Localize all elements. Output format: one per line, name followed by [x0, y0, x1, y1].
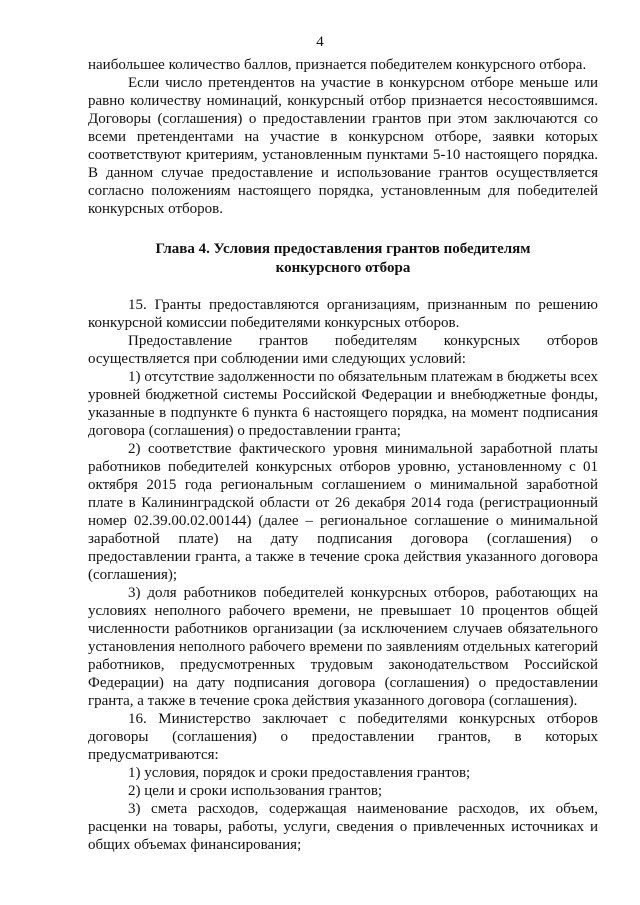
paragraph-15: 15. Гранты предоставляются организациям, признанным по решению конкурсной комиссии победителями конкурсных отборов.	[88, 297, 598, 331]
condition-item-3: 3) доля работников победителей конкурсных отборов, работающих на условиях неполного рабочего времени, не превышает 10 процентов общей численности работников организации (за исключением случаев обязательного установления неполного рабочего времени по заявлениям отдельных категорий работников, предусмотренных трудовым законодательством Российской Федерации) на дату подписания договора (соглашения) о предоставлении гранта, а также в течение срока действия указанного договора (соглашения).	[88, 585, 598, 709]
agreement-item-3: 3) смета расходов, содержащая наименование расходов, их объем, расценки на товары, работы, услуги, сведения о привлеченных источниках и общих объемах финансирования;	[88, 801, 598, 853]
paragraph-16: 16. Министерство заключает с победителями конкурсных отборов договоры (соглашения) о предоставлении грантов, в которых предусматриваются:	[88, 711, 598, 763]
condition-item-2: 2) соответствие фактического уровня минимальной заработной платы работников победителей конкурсных отборов уровню, установленному с 01 октября 2015 года региональным соглашением о минимальной заработной плате в Калининградской области от 26 декабря 2014 года (регистрационный номер 02.39.00.02.00144) (далее – региональное соглашение о минимальной заработной плате) на дату подписания договора (соглашения) о предоставлении гранта, а также в течение срока действия указанного договора (соглашения);	[88, 441, 598, 583]
chapter-heading	[108, 240, 578, 278]
document-body	[88, 56, 598, 854]
paragraph-winner-continuation: наибольшее количество баллов, признается победителем конкурсного отбора.	[88, 57, 587, 73]
condition-item-1: 1) отсутствие задолженности по обязательным платежам в бюджеты всех уровней бюджетной системы Российской Федерации и внебюджетные фонды, указанные в подпункте 6 пункта 6 настоящего порядка, на момент подписания договора (соглашения) о предоставлении гранта;	[88, 369, 598, 439]
paragraph-conditions-intro: Предоставление грантов победителям конкурсных отборов осуществляется при соблюдении ими следующих условий:	[88, 333, 598, 367]
agreement-item-2: 2) цели и сроки использования грантов;	[128, 783, 383, 799]
agreement-item-1: 1) условия, порядок и сроки предоставления грантов;	[128, 765, 471, 781]
chapter-heading-line-2: конкурсного отбора	[275, 260, 411, 276]
chapter-heading-line-1: Глава 4. Условия предоставления грантов победителям	[155, 241, 531, 257]
page-number: 4	[316, 34, 324, 50]
paragraph-insufficient-applicants: Если число претендентов на участие в конкурсном отборе меньше или равно количеству номинаций, конкурсный отбор признается несостоявшимся. Договоры (соглашения) о предоставлении грантов при этом заключаются со всеми претендентами на участие в конкурсном отборе, заявки которых соответствуют критериям, установленным пунктами 5-10 настоящего порядка. В данном случае предоставление и использование грантов осуществляется согласно положениям настоящего порядка, установленным для победителей конкурсных отборов.	[88, 75, 598, 217]
